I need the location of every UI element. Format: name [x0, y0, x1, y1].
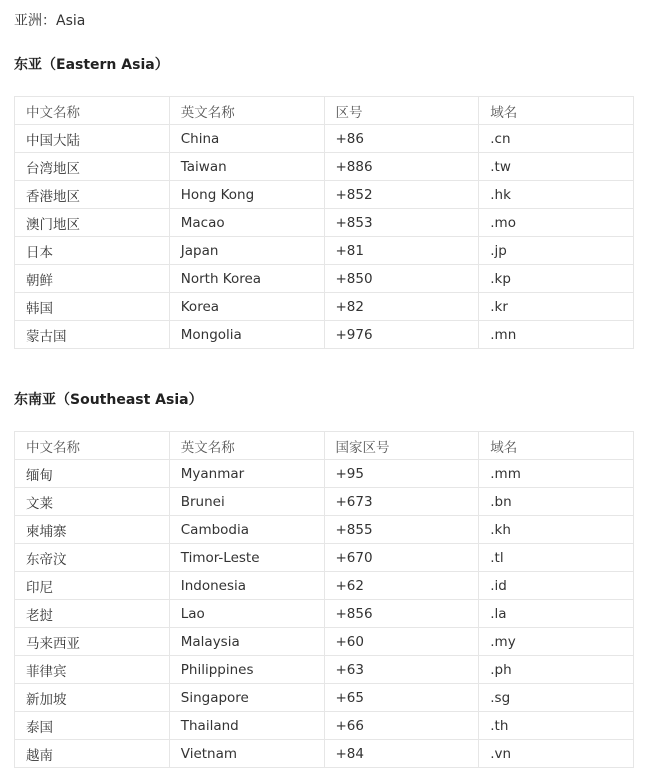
- table-row: [15, 153, 634, 181]
- domain-cell: .kh: [479, 516, 634, 544]
- english-name-cell: Brunei: [169, 488, 324, 516]
- english-name-cell: Macao: [169, 209, 324, 237]
- dial-code-cell: +673: [324, 488, 479, 516]
- chinese-name-cell: 马来西亚: [15, 628, 170, 656]
- dial-code-cell: +856: [324, 600, 479, 628]
- english-name-cell: Mongolia: [169, 321, 324, 349]
- southeast-asia-title: 东南亚（Southeast Asia）: [14, 392, 203, 408]
- chinese-name-cell: 越南: [15, 740, 170, 768]
- header-english-name: 英文名称: [169, 432, 324, 460]
- domain-cell: .my: [479, 628, 634, 656]
- header-chinese-name: 中文名称: [15, 97, 170, 125]
- domain-cell: .jp: [479, 237, 634, 265]
- domain-cell: .cn: [479, 125, 634, 153]
- english-name-cell: Myanmar: [169, 460, 324, 488]
- dial-code-cell: +852: [324, 181, 479, 209]
- table-row: [15, 740, 634, 768]
- chinese-name-cell: 香港地区: [15, 181, 170, 209]
- table-row: [15, 544, 634, 572]
- dial-code-cell: +62: [324, 572, 479, 600]
- domain-cell: .bn: [479, 488, 634, 516]
- chinese-name-cell: 朝鲜: [15, 265, 170, 293]
- dial-code-cell: +82: [324, 293, 479, 321]
- chinese-name-cell: 蒙古国: [15, 321, 170, 349]
- chinese-name-cell: 印尼: [15, 572, 170, 600]
- header-english-name: 英文名称: [169, 97, 324, 125]
- table-row: [15, 628, 634, 656]
- table-row: [15, 181, 634, 209]
- chinese-name-cell: 老挝: [15, 600, 170, 628]
- chinese-name-cell: 泰国: [15, 712, 170, 740]
- english-name-cell: Philippines: [169, 656, 324, 684]
- english-name-cell: Malaysia: [169, 628, 324, 656]
- header-country-dial-code: 国家区号: [324, 432, 479, 460]
- dial-code-cell: +65: [324, 684, 479, 712]
- english-name-cell: Korea: [169, 293, 324, 321]
- english-name-cell: Indonesia: [169, 572, 324, 600]
- dial-code-cell: +855: [324, 516, 479, 544]
- east-asia-title: 东亚（Eastern Asia）: [14, 57, 169, 73]
- chinese-name-cell: 菲律宾: [15, 656, 170, 684]
- dial-code-cell: +63: [324, 656, 479, 684]
- table-header-row: [15, 97, 634, 125]
- southeast-asia-table: [14, 431, 634, 768]
- table-row: [15, 516, 634, 544]
- table-row: [15, 265, 634, 293]
- english-name-cell: Lao: [169, 600, 324, 628]
- chinese-name-cell: 澳门地区: [15, 209, 170, 237]
- header-domain: 域名: [479, 97, 634, 125]
- domain-cell: .sg: [479, 684, 634, 712]
- domain-cell: .kr: [479, 293, 634, 321]
- english-name-cell: Japan: [169, 237, 324, 265]
- domain-cell: .ph: [479, 656, 634, 684]
- dial-code-cell: +95: [324, 460, 479, 488]
- chinese-name-cell: 中国大陆: [15, 125, 170, 153]
- table-row: [15, 684, 634, 712]
- english-name-cell: Cambodia: [169, 516, 324, 544]
- domain-cell: .kp: [479, 265, 634, 293]
- header-dial-code: 区号: [324, 97, 479, 125]
- table-header-row: [15, 432, 634, 460]
- dial-code-cell: +84: [324, 740, 479, 768]
- table-row: [15, 572, 634, 600]
- dial-code-cell: +853: [324, 209, 479, 237]
- english-name-cell: North Korea: [169, 265, 324, 293]
- east-asia-table: [14, 96, 634, 349]
- table-row: [15, 293, 634, 321]
- domain-cell: .mo: [479, 209, 634, 237]
- chinese-name-cell: 柬埔寨: [15, 516, 170, 544]
- dial-code-cell: +670: [324, 544, 479, 572]
- chinese-name-cell: 文莱: [15, 488, 170, 516]
- dial-code-cell: +60: [324, 628, 479, 656]
- domain-cell: .mm: [479, 460, 634, 488]
- table-row: [15, 656, 634, 684]
- table-row: [15, 600, 634, 628]
- english-name-cell: Singapore: [169, 684, 324, 712]
- domain-cell: .la: [479, 600, 634, 628]
- english-name-cell: Taiwan: [169, 153, 324, 181]
- chinese-name-cell: 缅甸: [15, 460, 170, 488]
- domain-cell: .hk: [479, 181, 634, 209]
- chinese-name-cell: 日本: [15, 237, 170, 265]
- dial-code-cell: +86: [324, 125, 479, 153]
- domain-cell: .tw: [479, 153, 634, 181]
- chinese-name-cell: 新加坡: [15, 684, 170, 712]
- chinese-name-cell: 台湾地区: [15, 153, 170, 181]
- domain-cell: .tl: [479, 544, 634, 572]
- dial-code-cell: +976: [324, 321, 479, 349]
- dial-code-cell: +81: [324, 237, 479, 265]
- english-name-cell: Hong Kong: [169, 181, 324, 209]
- header-chinese-name: 中文名称: [15, 432, 170, 460]
- english-name-cell: Vietnam: [169, 740, 324, 768]
- dial-code-cell: +886: [324, 153, 479, 181]
- domain-cell: .mn: [479, 321, 634, 349]
- dial-code-cell: +66: [324, 712, 479, 740]
- chinese-name-cell: 韩国: [15, 293, 170, 321]
- table-row: [15, 209, 634, 237]
- table-row: [15, 488, 634, 516]
- domain-cell: .id: [479, 572, 634, 600]
- table-row: [15, 125, 634, 153]
- domain-cell: .th: [479, 712, 634, 740]
- region-title: 亚洲：Asia: [14, 13, 86, 29]
- table-row: [15, 321, 634, 349]
- english-name-cell: China: [169, 125, 324, 153]
- table-row: [15, 712, 634, 740]
- chinese-name-cell: 东帝汶: [15, 544, 170, 572]
- english-name-cell: Thailand: [169, 712, 324, 740]
- dial-code-cell: +850: [324, 265, 479, 293]
- table-row: [15, 237, 634, 265]
- header-domain: 域名: [479, 432, 634, 460]
- domain-cell: .vn: [479, 740, 634, 768]
- english-name-cell: Timor-Leste: [169, 544, 324, 572]
- table-row: [15, 460, 634, 488]
